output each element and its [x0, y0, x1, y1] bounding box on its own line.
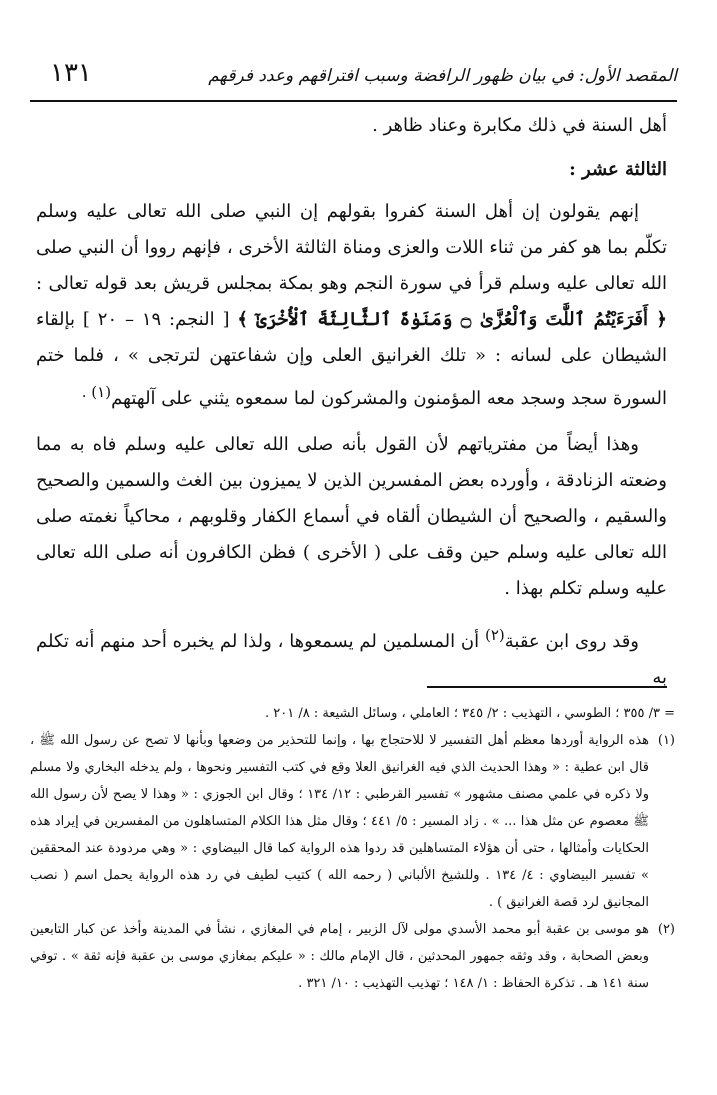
- footnote-continuation: = ٣/ ٣٥٥ ؛ الطوسي ، التهذيب : ٢/ ٣٤٥ ؛ العاملي ، وسائل الشيعة : ٨/ ٢٠١ .: [264, 706, 675, 721]
- header-rule: [30, 100, 677, 102]
- quran-reference: [ النجم: ١٩ – ٢٠ ]: [82, 309, 230, 330]
- footnotes: [30, 700, 675, 997]
- section-subheading: الثالثة عشر :: [569, 159, 667, 180]
- running-title: المقصد الأول: في بيان ظهور الرافضة وسبب افتراقهم وعدد فرقهم: [208, 66, 677, 86]
- paragraph-continuation: أهل السنة في ذلك مكابرة وعناد ظاهر .: [372, 115, 667, 136]
- footnote-1-number: (١): [657, 733, 675, 748]
- paragraph-claim-text-continued: بإلقاء الشيطان على لسانه : « تلك الغرانيق العلى وإن شفاعتهن لترتجى » ، فلما ختم السورة سجد وسجد معه المؤمنون والمشركون لما سمعوه يثني على آلهتهم: [36, 309, 667, 409]
- paragraph-claim: [36, 194, 667, 417]
- footnote-2-number: (٢): [657, 922, 675, 937]
- paragraph-claim-text: إنهم يقولون إن أهل السنة كفروا بقولهم إن النبي صلى الله تعالى عليه وسلم تكلّم بما هو كفر من ثناء اللات والعزى ومناة الثالثة الأخرى ، فإنهم رووا أن النبي صلى الله تعالى عليه وسلم قرأ في سورة النجم وهو بمكة بمجلس قريش بعد قوله تعالى :: [36, 201, 667, 294]
- footnote-1-text: هذه الرواية أوردها معظم أهل التفسير لا للاحتجاج بها ، وإنما للتحذير من وضعها وبأنها لا تصح عن رسول الله ﷺ ، قال ابن عطية : « وهذا الحديث الذي فيه الغرانيق العلا وقع في كتب التفسير ونحوها ، ولم يدخله البخاري ولا مسلم ولا ذكره في علمي مصنف مشهور » تفسير القرطبي : ١٢/ ١٣٤ ؛ وقال ابن الجوزي : « وهذا لا يصح لأن رسول الله ﷺ معصوم عن مثل هذا ... » . زاد المسير : ٥/ ٤٤١ ؛ وقال مثل هذا الكلام المتساهلون من المفسرين في إيراد هذه الحكايات وأمثالها ، حتى أن هؤلاء المتساهلين قد ردوا هذه الرواية كما قال البيضاوي : « وهي مردودة عند المحققين » تفسير البيضاوي : ٤/ ١٣٤ . وللشيخ الألباني ( رحمه الله ) كتيب لطيف في رد هذه الرواية يحمل اسم ( نصب المجانيق لرد قصة الغرانيق ) .: [30, 733, 650, 910]
- main-text: [36, 108, 667, 696]
- paragraph-ibn-uqba-end: أن المسلمين لم يسمعوها ، ولذا لم يخبره أحد منهم أنه تكلم به: [36, 631, 667, 688]
- quran-verse: ﴿ أَفَرَءَيْتُمُ ٱللَّٰتَ وَٱلْعُزَّىٰ ۝ وَمَنَوٰةَ ٱلثَّالِثَةَ ٱلْأُخْرَىٰٓ ﴾: [237, 309, 667, 330]
- footnote-ref-2: (٢): [484, 626, 505, 644]
- footnote-2: [30, 916, 675, 997]
- paragraph-ibn-uqba-start: وقد روى ابن عقبة: [504, 631, 639, 652]
- footnote-2-text: هو موسى بن عقبة أبو محمد الأسدي مولى لآل الزبير ، إمام في المغازي ، نشأ في المدينة وأخذ عن كبار التابعين وبعض الصحابة ، وقد وثقه جمهور المحدثين ، قال الإمام مالك : « عليكم بمغازي موسى بن عقبة فإنه ثقة » . توفي سنة ١٤١ هـ . تذكرة الحفاظ : ١/ ١٤٨ ؛ تهذيب التهذيب : ١٠/ ٣٢١ .: [30, 922, 649, 991]
- footnote-ref-1: (١) .: [81, 383, 112, 401]
- page-header: [30, 58, 677, 98]
- page-number: ١٣١: [50, 58, 92, 88]
- footnote-separator: [427, 686, 667, 688]
- footnote-1: [30, 727, 675, 916]
- paragraph-refutation: وهذا أيضاً من مفترياتهم لأن القول بأنه صلى الله تعالى عليه وسلم فاه به مما وضعته الزنادقة ، وأورده بعض المفسرين الذين لا يميزون بين الغث والسمين والصحيح والسقيم ، والصحيح أن الشيطان ألقاه في أسماع الكفار وقلوبهم ، محاكياً نغمته صلى الله تعالى عليه وسلم حين وقف على ( الأخرى ) فظن الكافرون أنه صلى الله تعالى عليه وسلم تكلم بهذا .: [36, 434, 667, 599]
- paragraph-ibn-uqba: [36, 617, 667, 696]
